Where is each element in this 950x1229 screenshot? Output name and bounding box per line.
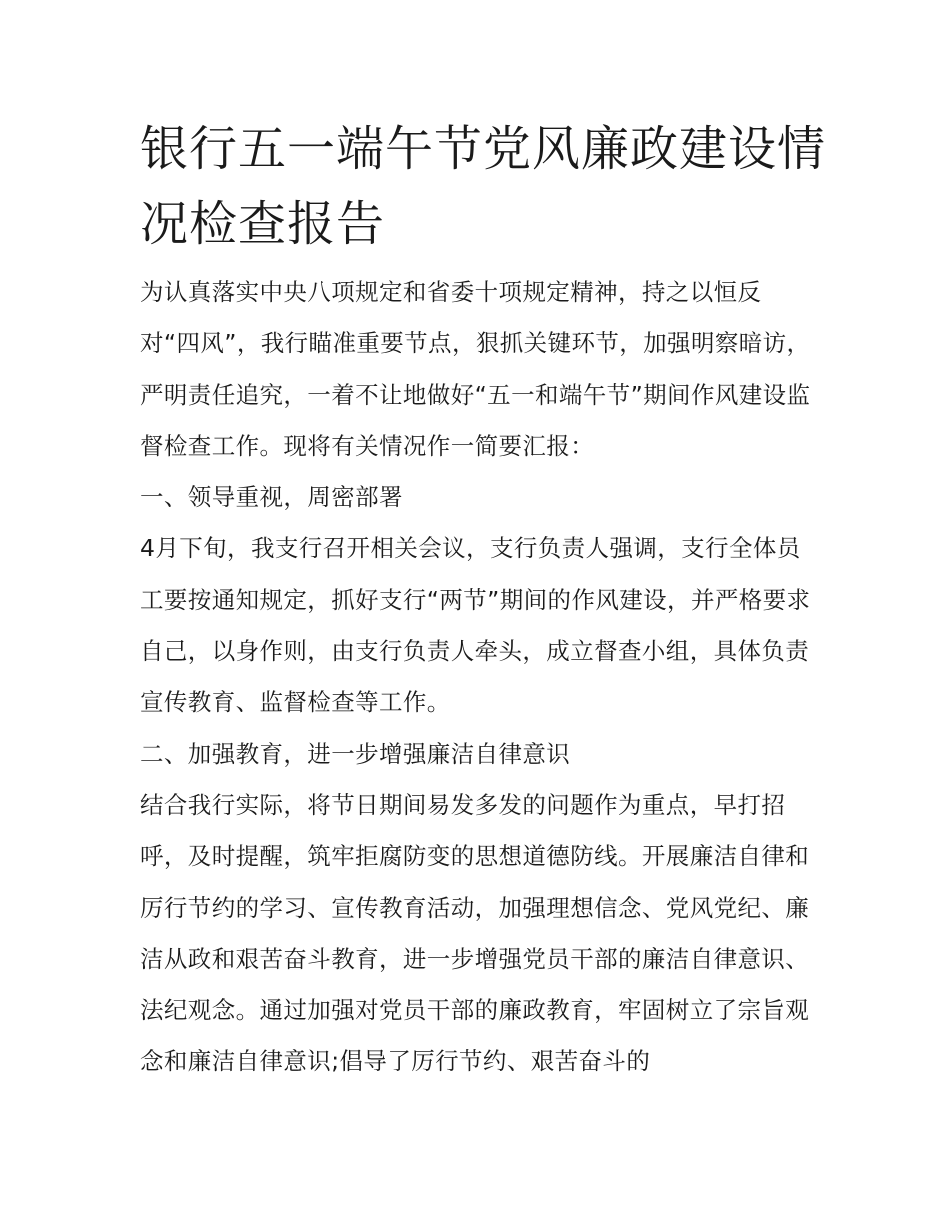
section-paragraph-2: 结合我行实际，将节日期间易发多发的问题作为重点，早打招呼，及时提醒，筑牢拒腐防变的思想道德防线。开展廉洁自律和厉行节约的学习、宣传教育活动，加强理想信念、党风党纪、廉洁从政和艰苦奋斗教育，进一步增强党员干部的廉洁自律意识、法纪观念。通过加强对党员干部的廉政教育，牢固树立了宗旨观念和廉洁自律意识;倡导了厉行节约、艰苦奋斗的 bbox=[140, 790, 810, 1076]
section-heading-2: 二、加强教育，进一步增强廉洁自律意识 bbox=[140, 739, 571, 768]
intro-paragraph: 为认真落实中央八项规定和省委十项规定精神，持之以恒反对“四风”，我行瞄准重要节点，狠抓关键环节，加强明察暗访，严明责任追究，一着不让地做好“五一和端午节”期间作风建设监督检查工作。现将有关情况作一简要汇报： bbox=[140, 278, 811, 460]
document-body bbox=[140, 267, 820, 1088]
section-paragraph-1: 4月下旬，我支行召开相关会议，支行负责人强调，支行全体员工要按通知规定，抓好支行“两节”期间的作风建设，并严格要求自己，以身作则，由支行负责人牵头，成立督查小组，具体负责宣传教育、监督检查等工作。 bbox=[140, 534, 811, 717]
section-heading-1: 一、领导重视，周密部署 bbox=[140, 483, 403, 512]
document-title: 银行五一端午节党风廉政建设情况检查报告 bbox=[140, 121, 827, 252]
